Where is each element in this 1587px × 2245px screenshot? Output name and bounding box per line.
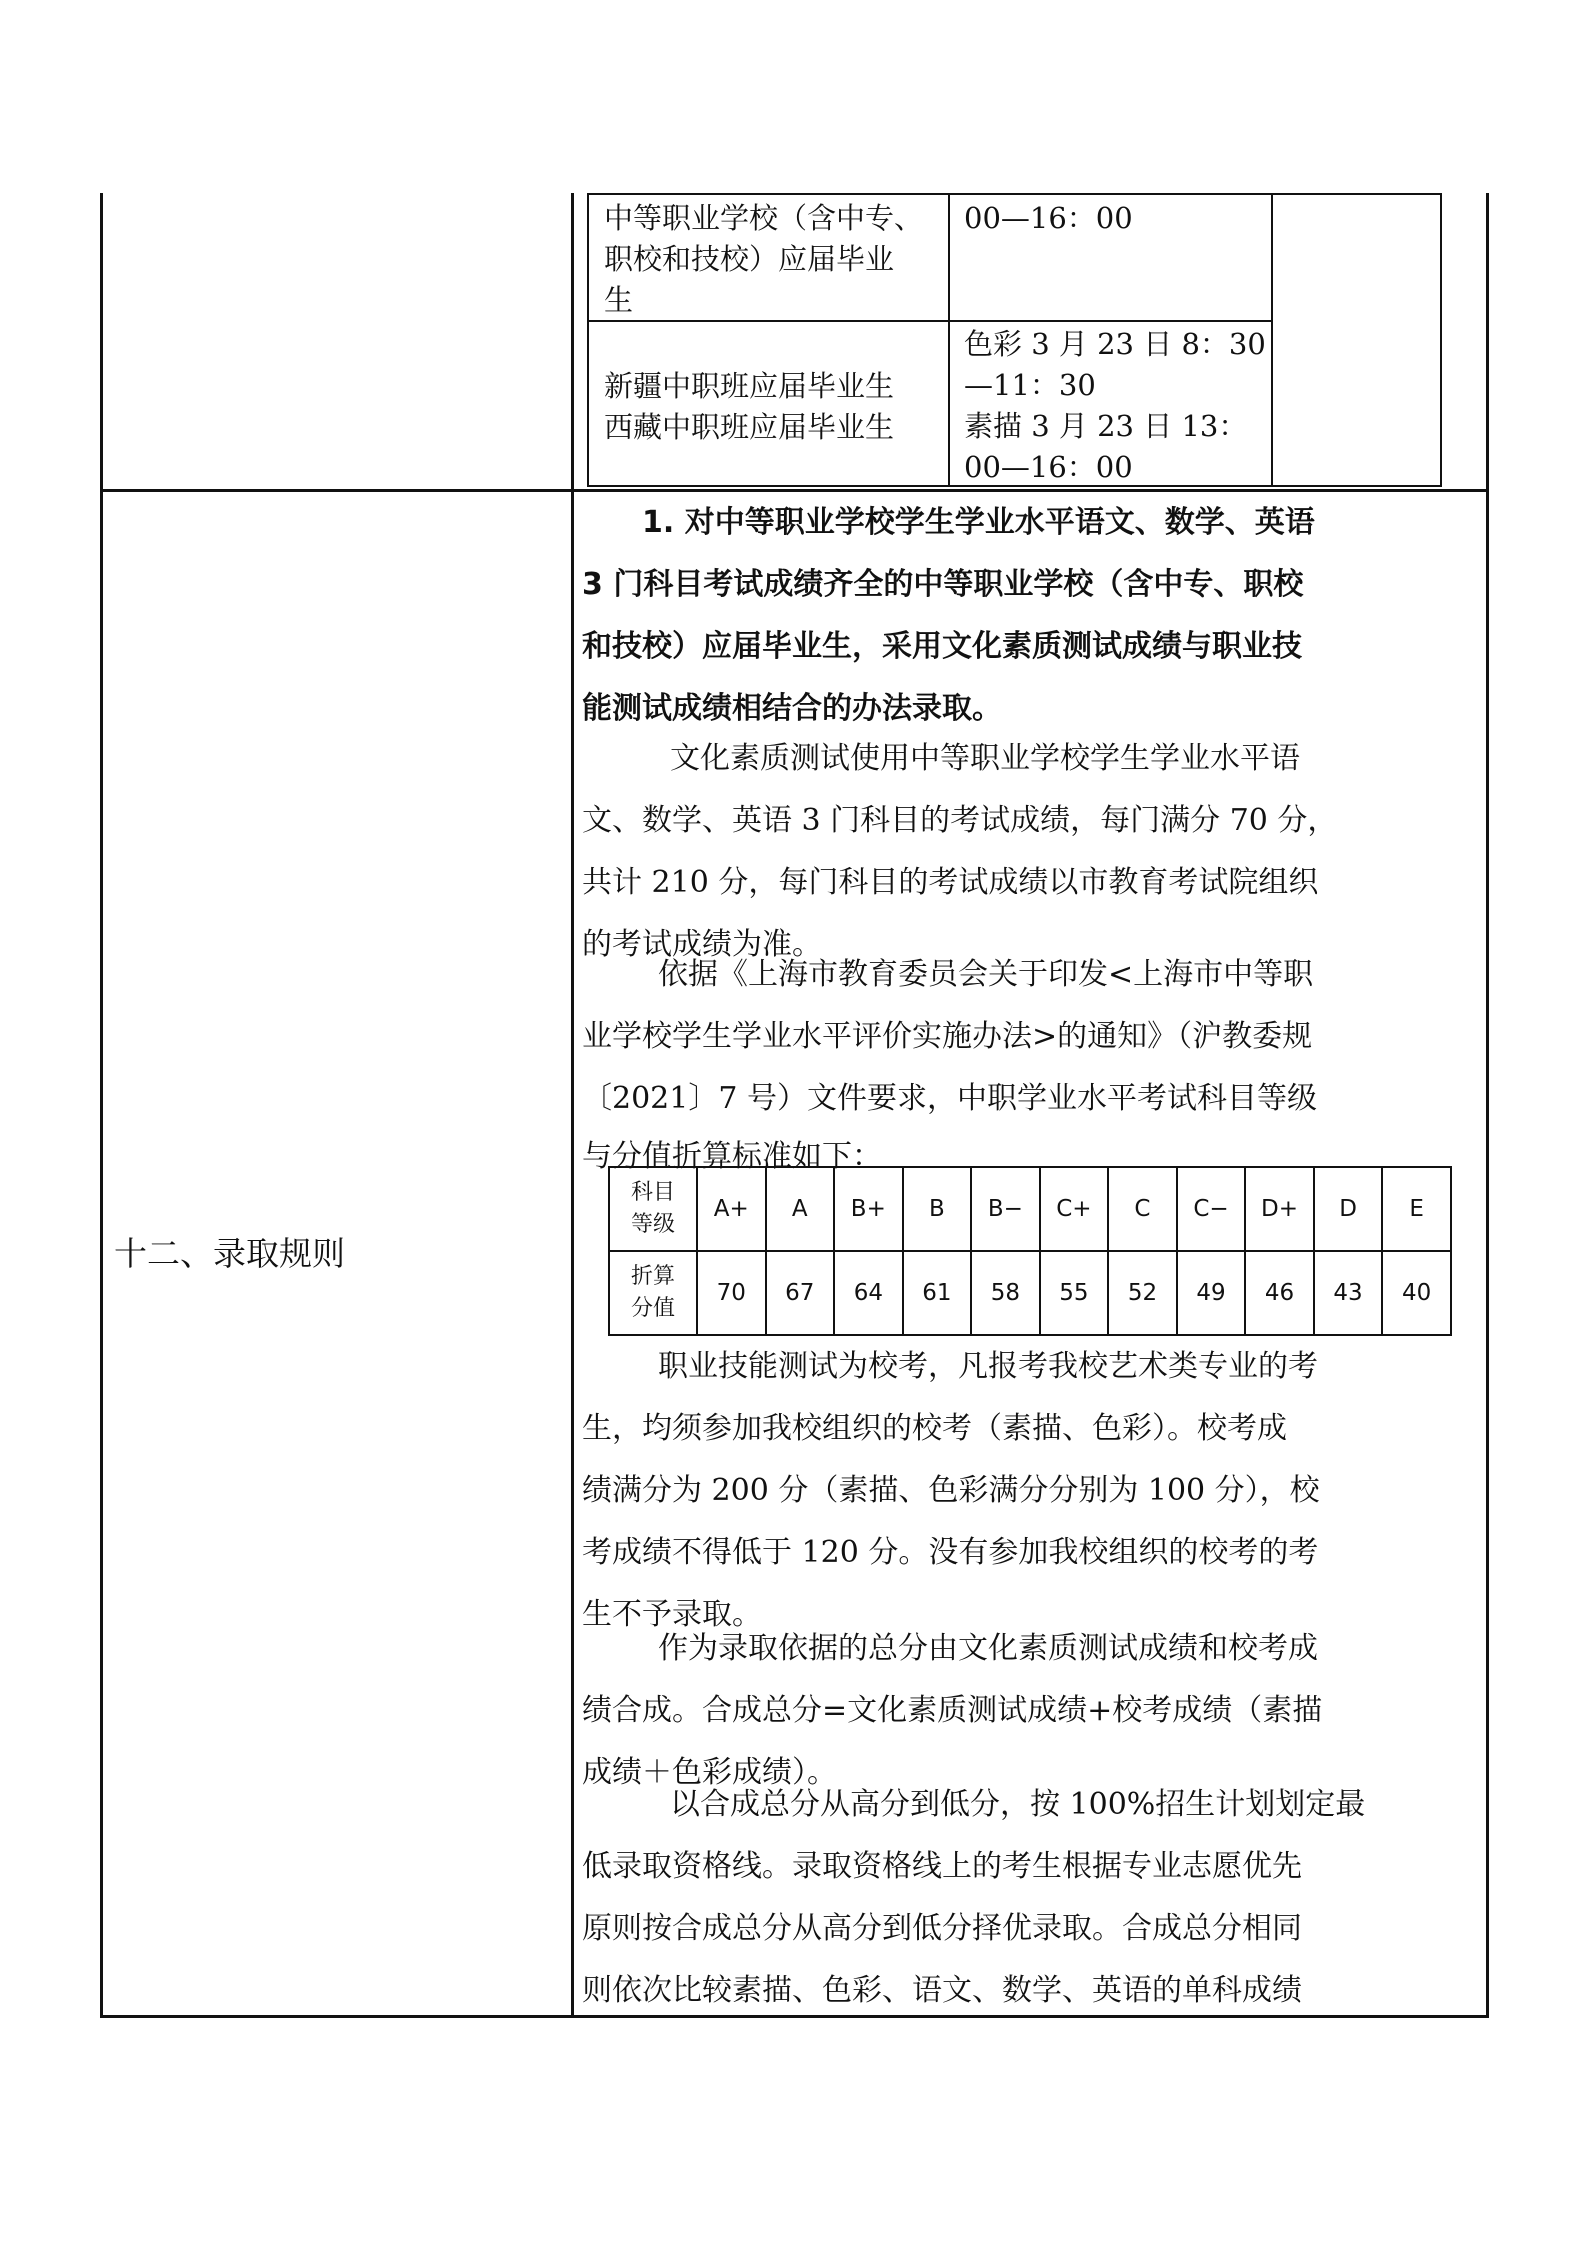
text-line: 的考试成绩为准。 (582, 927, 822, 962)
inner-table-top (587, 193, 1442, 195)
text-line: 共计 210 分，每门科目的考试成绩以市教育考试院组织 (582, 865, 1319, 900)
score-cell: 52 (1108, 1251, 1177, 1335)
score-cell: 61 (903, 1251, 972, 1335)
text-line: 作为录取依据的总分由文化素质测试成绩和校考成 (658, 1631, 1318, 1666)
text-line: 〔2021〕7 号）文件要求，中职学业水平考试科目等级 (582, 1081, 1317, 1116)
inner-table-col2 (1271, 193, 1273, 487)
score-cell: 67 (766, 1251, 835, 1335)
score-cell: 64 (834, 1251, 903, 1335)
outer-right-border (1486, 193, 1489, 2018)
text-line: 考成绩不得低于 120 分。没有参加我校组织的校考的考 (582, 1535, 1319, 1570)
text-line: 新疆中职班应届毕业生 (604, 369, 895, 403)
text-line: 3 门科目考试成绩齐全的中等职业学校（含中专、职校 (582, 567, 1304, 602)
inner-table-col1 (948, 193, 950, 487)
text-line: 生不予录取。 (582, 1597, 762, 1632)
text-line: 业学校学生学业水平评价实施办法>的通知》（沪教委规 (582, 1019, 1313, 1054)
score-cell: 58 (971, 1251, 1040, 1335)
text-line: 生，均须参加我校组织的校考（素描、色彩）。校考成 (582, 1411, 1287, 1446)
inner-table-right (1440, 193, 1442, 487)
text-line: 绩满分为 200 分（素描、色彩满分分别为 100 分），校 (582, 1473, 1320, 1508)
text-line: 能测试成绩相结合的办法录取。 (582, 691, 1002, 726)
text-line: 折算 (630, 1264, 675, 1289)
grade-cell: C+ (1040, 1167, 1109, 1251)
grade-cell: C (1108, 1167, 1177, 1251)
paragraph-basis (582, 944, 1477, 1184)
text-line: 职业技能测试为校考，凡报考我校艺术类专业的考 (658, 1349, 1318, 1384)
text-line: 00—16：00 (964, 450, 1133, 484)
text-line: 科目 (630, 1180, 675, 1205)
row-header (609, 1251, 697, 1335)
score-cell: 46 (1245, 1251, 1314, 1335)
grade-cell: B (903, 1167, 972, 1251)
grade-cell: E (1382, 1167, 1451, 1251)
top-row1-category (604, 198, 923, 321)
text-line: 原则按合成总分从高分到低分择优录取。合成总分相同 (582, 1911, 1302, 1946)
text-line: 00—16：00 (964, 201, 1133, 235)
outer-left-border (100, 193, 103, 2018)
score-cell: 55 (1040, 1251, 1109, 1335)
grade-cell: C− (1177, 1167, 1246, 1251)
paragraph-culture-test (582, 728, 1477, 976)
text-line: 职校和技校）应届毕业 (604, 242, 895, 276)
table-row (609, 1251, 1451, 1335)
text-line: 色彩 3 月 23 日 8：30 (964, 327, 1266, 361)
grade-cell: B+ (834, 1167, 903, 1251)
table-row (609, 1167, 1451, 1251)
text-line: 生 (604, 283, 634, 317)
text-line: 成绩＋色彩成绩）。 (582, 1755, 837, 1790)
text-line: 低录取资格线。录取资格线上的考生根据专业志愿优先 (582, 1849, 1302, 1884)
text-line: —11：30 (964, 368, 1096, 402)
grade-cell: B− (971, 1167, 1040, 1251)
section-label: 十二、录取规则 (114, 1234, 345, 1273)
grade-cell: A (766, 1167, 835, 1251)
text-line: 文、数学、英语 3 门科目的考试成绩，每门满分 70 分， (582, 803, 1338, 838)
top-row2-category (604, 366, 894, 448)
text-line: 1. 对中等职业学校学生学业水平语文、数学、英语 (642, 505, 1315, 540)
text-line: 和技校）应届毕业生，采用文化素质测试成绩与职业技 (582, 629, 1302, 664)
text-line: 以合成总分从高分到低分，按 100%招生计划划定最 (670, 1787, 1366, 1822)
grade-cell: D (1314, 1167, 1383, 1251)
text-line: 等级 (630, 1212, 675, 1237)
score-cell: 70 (697, 1251, 766, 1335)
top-row2-time (964, 324, 1266, 488)
rule-1 (582, 492, 1477, 740)
score-cell: 43 (1314, 1251, 1383, 1335)
grade-cell: A+ (697, 1167, 766, 1251)
score-cell: 49 (1177, 1251, 1246, 1335)
grade-cell: D+ (1245, 1167, 1314, 1251)
text-line: 素描 3 月 23 日 13： (964, 409, 1248, 443)
text-line: 则依次比较素描、色彩、语文、数学、英语的单科成绩 (582, 1973, 1302, 2008)
text-line: 西藏中职班应届毕业生 (604, 410, 895, 444)
text-line: 中等职业学校（含中专、 (604, 201, 924, 235)
grade-conversion-table (608, 1166, 1452, 1336)
text-line: 与分值折算标准如下： (582, 1139, 882, 1174)
score-cell: 40 (1382, 1251, 1451, 1335)
outer-middle-divider (571, 193, 574, 2018)
row-header (609, 1167, 697, 1251)
top-row1-time (964, 198, 1133, 239)
text-line: 依据《上海市教育委员会关于印发<上海市中等职 (658, 957, 1314, 992)
text-line: 绩合成。合成总分=文化素质测试成绩+校考成绩（素描 (582, 1693, 1323, 1728)
paragraph-ranking (582, 1774, 1477, 2022)
text-line: 文化素质测试使用中等职业学校学生学业水平语 (670, 741, 1300, 776)
text-line: 分值 (630, 1296, 675, 1321)
paragraph-skill-test (582, 1336, 1477, 1646)
inner-table-left (587, 193, 589, 487)
